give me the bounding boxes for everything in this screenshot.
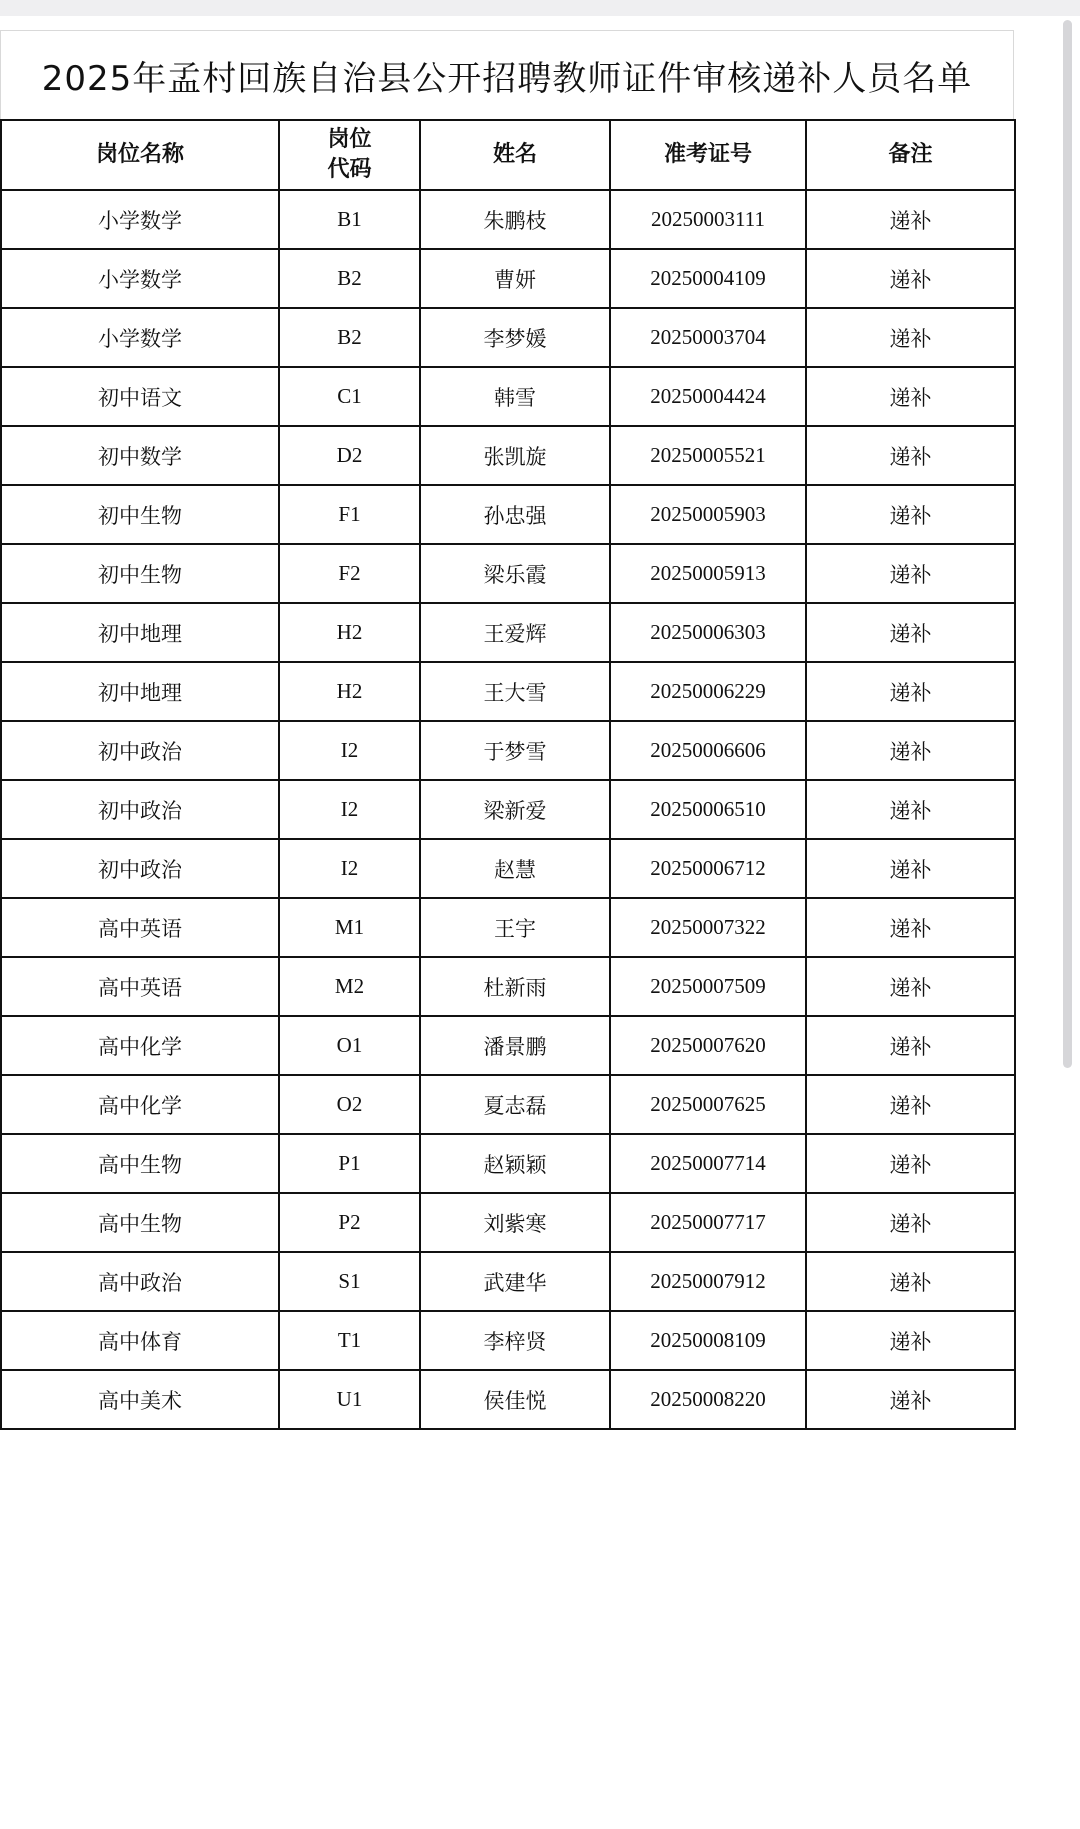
cell-position: 初中政治	[1, 839, 279, 898]
cell-ticket: 20250006606	[610, 721, 806, 780]
cell-note: 递补	[806, 1311, 1015, 1370]
cell-ticket: 20250008109	[610, 1311, 806, 1370]
cell-ticket: 20250005903	[610, 485, 806, 544]
cell-position: 初中政治	[1, 780, 279, 839]
cell-code: O1	[279, 1016, 420, 1075]
cell-name: 梁新爱	[420, 780, 610, 839]
cell-name: 杜新雨	[420, 957, 610, 1016]
cell-note: 递补	[806, 1016, 1015, 1075]
table-row	[1, 249, 1015, 308]
cell-note: 递补	[806, 308, 1015, 367]
table-row	[1, 1016, 1015, 1075]
cell-position: 小学数学	[1, 190, 279, 249]
cell-name: 武建华	[420, 1252, 610, 1311]
cell-name: 王宇	[420, 898, 610, 957]
cell-note: 递补	[806, 426, 1015, 485]
cell-name: 夏志磊	[420, 1075, 610, 1134]
table-row	[1, 485, 1015, 544]
cell-position: 初中地理	[1, 662, 279, 721]
cell-position: 小学数学	[1, 249, 279, 308]
cell-code: F2	[279, 544, 420, 603]
cell-code: C1	[279, 367, 420, 426]
candidate-table	[0, 119, 1016, 1430]
cell-name: 王大雪	[420, 662, 610, 721]
cell-name: 于梦雪	[420, 721, 610, 780]
scrollbar-thumb[interactable]	[1063, 20, 1072, 1068]
cell-code: O2	[279, 1075, 420, 1134]
table-row	[1, 1370, 1015, 1429]
cell-name: 赵慧	[420, 839, 610, 898]
cell-position: 高中化学	[1, 1016, 279, 1075]
cell-name: 孙忠强	[420, 485, 610, 544]
table-row	[1, 1252, 1015, 1311]
cell-name: 赵颖颖	[420, 1134, 610, 1193]
cell-note: 递补	[806, 603, 1015, 662]
cell-ticket: 20250003111	[610, 190, 806, 249]
cell-code: M1	[279, 898, 420, 957]
cell-note: 递补	[806, 1193, 1015, 1252]
cell-code: M2	[279, 957, 420, 1016]
cell-note: 递补	[806, 898, 1015, 957]
cell-position: 初中地理	[1, 603, 279, 662]
table-row	[1, 1311, 1015, 1370]
cell-ticket: 20250006712	[610, 839, 806, 898]
header-code: 岗位 代码	[279, 120, 420, 190]
cell-position: 高中生物	[1, 1193, 279, 1252]
header-position: 岗位名称	[1, 120, 279, 190]
cell-note: 递补	[806, 957, 1015, 1016]
table-body	[1, 190, 1015, 1429]
cell-code: P2	[279, 1193, 420, 1252]
cell-code: I2	[279, 780, 420, 839]
cell-name: 李梦媛	[420, 308, 610, 367]
cell-ticket: 20250005913	[610, 544, 806, 603]
cell-position: 高中体育	[1, 1311, 279, 1370]
cell-code: T1	[279, 1311, 420, 1370]
cell-ticket: 20250007717	[610, 1193, 806, 1252]
table-header-row	[1, 120, 1015, 190]
cell-note: 递补	[806, 1075, 1015, 1134]
table-row	[1, 190, 1015, 249]
cell-note: 递补	[806, 721, 1015, 780]
cell-name: 王爱辉	[420, 603, 610, 662]
cell-note: 递补	[806, 544, 1015, 603]
cell-code: S1	[279, 1252, 420, 1311]
table-row	[1, 603, 1015, 662]
cell-note: 递补	[806, 839, 1015, 898]
cell-name: 韩雪	[420, 367, 610, 426]
cell-name: 张凯旋	[420, 426, 610, 485]
header-ticket: 准考证号	[610, 120, 806, 190]
cell-position: 初中生物	[1, 485, 279, 544]
cell-name: 刘紫寒	[420, 1193, 610, 1252]
cell-name: 曹妍	[420, 249, 610, 308]
cell-ticket: 20250006510	[610, 780, 806, 839]
cell-ticket: 20250007509	[610, 957, 806, 1016]
table-row	[1, 898, 1015, 957]
cell-name: 李梓贤	[420, 1311, 610, 1370]
table-row	[1, 1075, 1015, 1134]
cell-name: 梁乐霞	[420, 544, 610, 603]
table-row	[1, 308, 1015, 367]
cell-ticket: 20250006303	[610, 603, 806, 662]
document-title: 2025年孟村回族自治县公开招聘教师证件审核递补人员名单	[0, 30, 1014, 119]
top-status-strip	[0, 0, 1080, 16]
cell-ticket: 20250006229	[610, 662, 806, 721]
cell-code: U1	[279, 1370, 420, 1429]
cell-ticket: 20250007322	[610, 898, 806, 957]
cell-note: 递补	[806, 249, 1015, 308]
cell-position: 高中政治	[1, 1252, 279, 1311]
cell-name: 侯佳悦	[420, 1370, 610, 1429]
cell-position: 初中政治	[1, 721, 279, 780]
cell-code: P1	[279, 1134, 420, 1193]
table-row	[1, 839, 1015, 898]
cell-position: 高中化学	[1, 1075, 279, 1134]
cell-ticket: 20250007912	[610, 1252, 806, 1311]
cell-code: B2	[279, 308, 420, 367]
document-page	[0, 30, 1014, 1430]
cell-note: 递补	[806, 190, 1015, 249]
table-row	[1, 426, 1015, 485]
cell-position: 初中生物	[1, 544, 279, 603]
cell-name: 潘景鹏	[420, 1016, 610, 1075]
cell-name: 朱鹏枝	[420, 190, 610, 249]
cell-ticket: 20250004109	[610, 249, 806, 308]
cell-ticket: 20250008220	[610, 1370, 806, 1429]
cell-ticket: 20250007620	[610, 1016, 806, 1075]
cell-ticket: 20250007714	[610, 1134, 806, 1193]
cell-note: 递补	[806, 367, 1015, 426]
cell-note: 递补	[806, 780, 1015, 839]
cell-code: B1	[279, 190, 420, 249]
cell-position: 小学数学	[1, 308, 279, 367]
cell-position: 初中语文	[1, 367, 279, 426]
table-row	[1, 367, 1015, 426]
cell-note: 递补	[806, 1370, 1015, 1429]
cell-ticket: 20250007625	[610, 1075, 806, 1134]
cell-position: 高中美术	[1, 1370, 279, 1429]
table-row	[1, 544, 1015, 603]
cell-note: 递补	[806, 485, 1015, 544]
cell-code: H2	[279, 662, 420, 721]
cell-code: B2	[279, 249, 420, 308]
cell-ticket: 20250005521	[610, 426, 806, 485]
cell-note: 递补	[806, 1252, 1015, 1311]
cell-ticket: 20250004424	[610, 367, 806, 426]
table-row	[1, 721, 1015, 780]
table-row	[1, 1134, 1015, 1193]
cell-code: I2	[279, 839, 420, 898]
table-row	[1, 957, 1015, 1016]
cell-position: 高中生物	[1, 1134, 279, 1193]
cell-code: H2	[279, 603, 420, 662]
table-row	[1, 1193, 1015, 1252]
cell-ticket: 20250003704	[610, 308, 806, 367]
table-row	[1, 780, 1015, 839]
cell-note: 递补	[806, 662, 1015, 721]
blank-area	[0, 1450, 1014, 1829]
cell-code: D2	[279, 426, 420, 485]
table-row	[1, 662, 1015, 721]
cell-position: 初中数学	[1, 426, 279, 485]
cell-position: 高中英语	[1, 957, 279, 1016]
cell-code: F1	[279, 485, 420, 544]
header-note: 备注	[806, 120, 1015, 190]
cell-position: 高中英语	[1, 898, 279, 957]
cell-note: 递补	[806, 1134, 1015, 1193]
header-name: 姓名	[420, 120, 610, 190]
cell-code: I2	[279, 721, 420, 780]
